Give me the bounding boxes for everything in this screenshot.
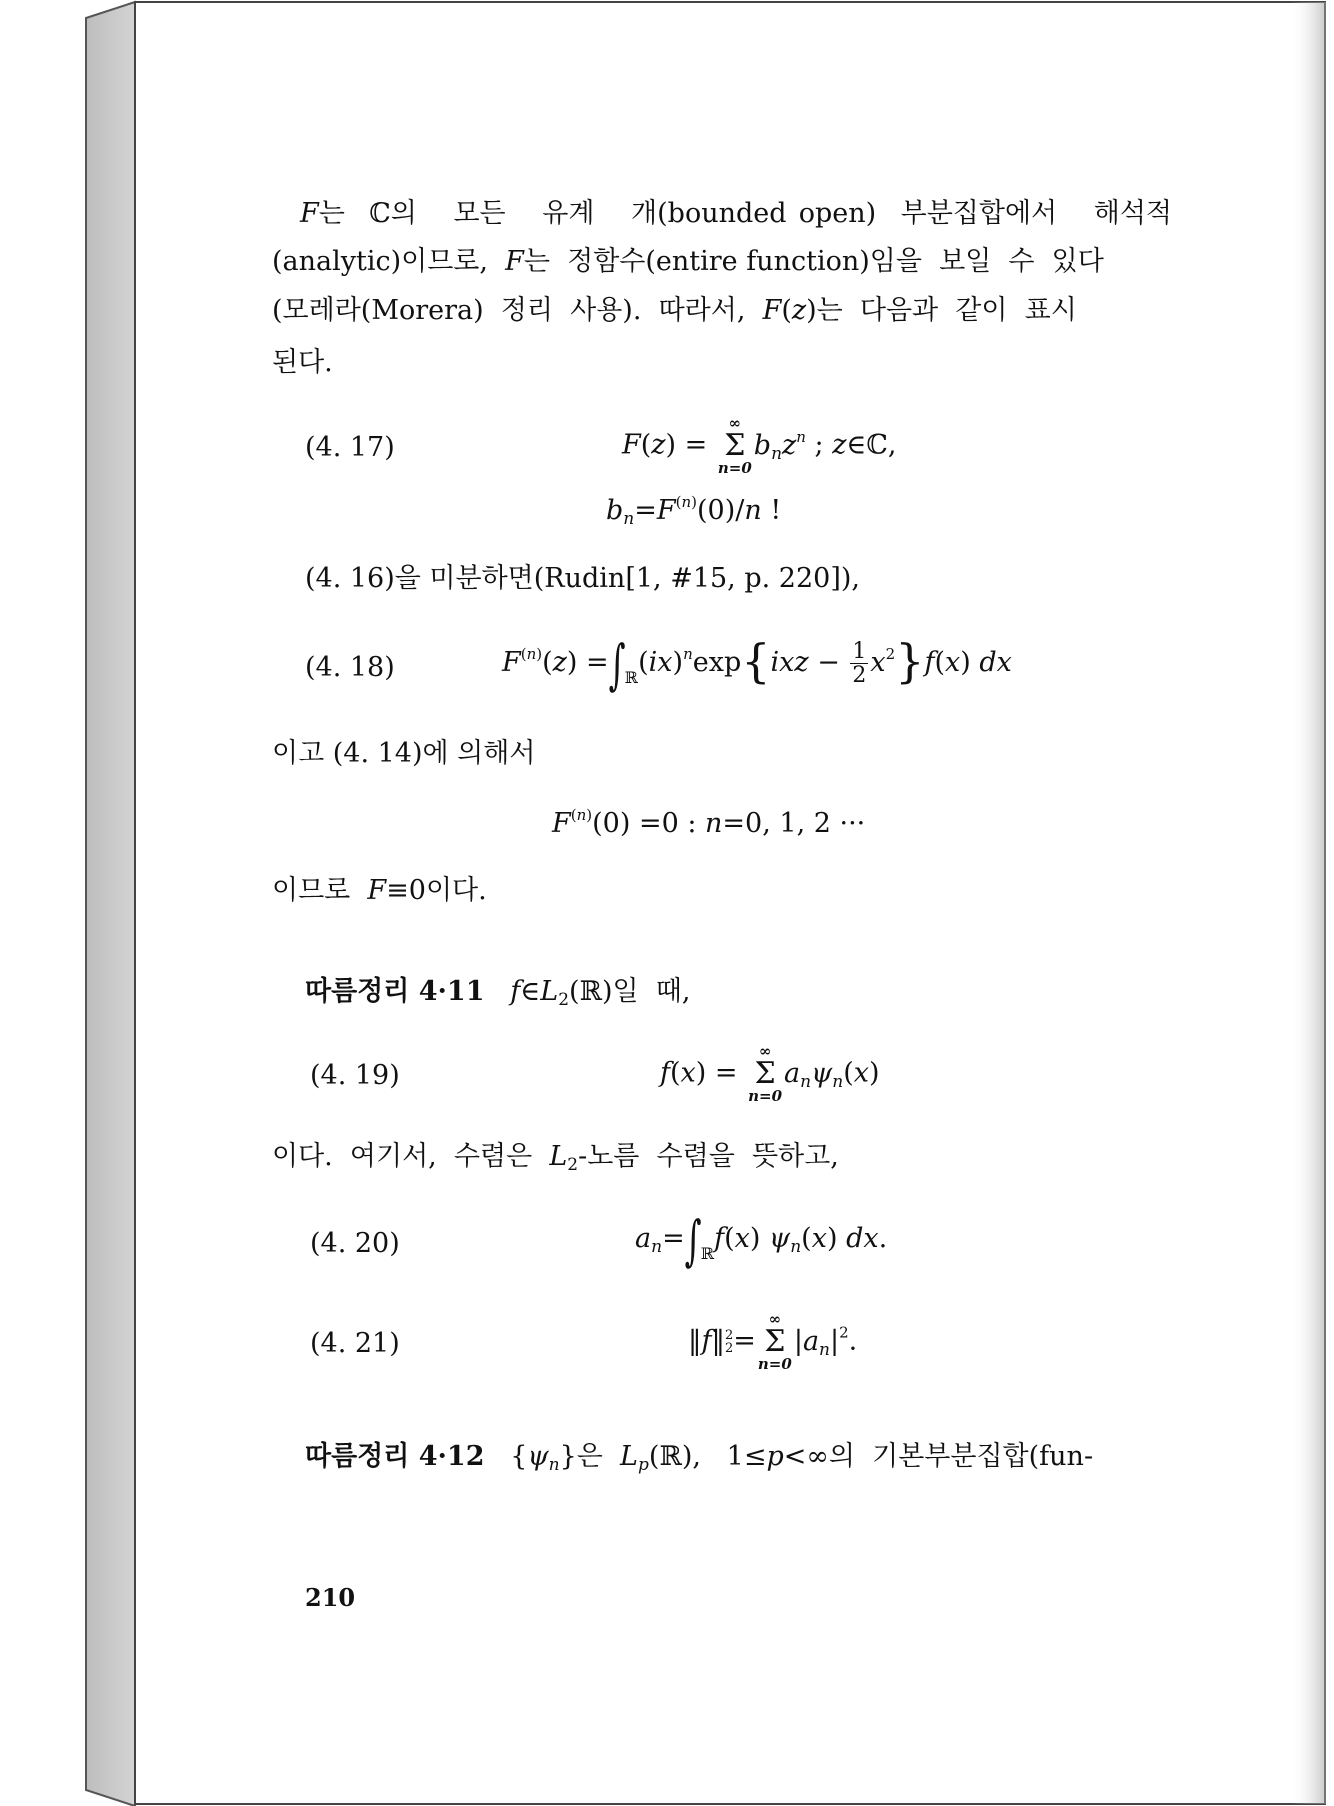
equation-4-21: ‖f‖2 2= ∞ Σ n=0 $|a_n|^2$.: [688, 1310, 858, 1373]
sentence-convergence: 이다. 여기서, 수렴은 $L_2-$노름 수렴을 뜻하고,: [272, 1141, 839, 1175]
paragraph-line-4: 된다.: [272, 347, 333, 378]
sentence-4-16: (4. 16)을 미분하면(Rudin[1, #15, p. 220]),: [305, 563, 860, 594]
sentence-4-14: 이고 (4. 14)에 의해서: [272, 738, 536, 769]
paragraph-line-3: (모레라(Morera) 정리 사용). 따라서, F(z)는 다음과 같이 표시: [272, 295, 1077, 326]
paragraph-line-1: F는 ℂ의 모든 유계 개(bounded open) 부분집합에서 해석적: [300, 198, 1172, 229]
corollary-4-12-heading: 따름정리 4·12: [305, 1441, 485, 1472]
corollary-4-11: 따름정리 4·11 $f\in L_2(ℝ)$일 때,: [305, 976, 691, 1010]
paragraph-line-2: (analytic)이므로, F는 정함수(entire function)임을 보일 수 있다: [272, 246, 1104, 277]
equation-4-17-line-1: F(z) = ∞ Σ n=0 $b_nz^n$ ; z∈ℂ,: [622, 414, 897, 477]
equation-derivative-zero: $F^{(n)}(0) =0$ : n=0, 1, 2 ···: [552, 806, 866, 839]
corollary-4-11-heading: 따름정리 4·11: [305, 976, 485, 1007]
equation-4-18: $F^{(n)}(z) =\int_ℝ(ix)^n\exp\{ixz$ − $\frac{1}{2}x^2\}f(x)$ dx: [502, 633, 1012, 696]
eq-label-4-18: (4. 18): [305, 652, 395, 683]
corollary-4-12: 따름정리 4·12 $\{\psi_n\}$은 $L_p(ℝ)$, 1≤p<∞의 기본부분집합(fun-: [305, 1441, 1094, 1475]
conclusion: 이므로 F≡0이다.: [272, 875, 487, 906]
equation-4-20: $a_n=\int_ℝf(x)$ $\psi_n(x)$ dx.: [635, 1209, 888, 1272]
equation-4-19: f(x) = ∞ Σ n=0 $a_n\psi_n(x)$: [660, 1042, 880, 1105]
eq-label-4-20: (4. 20): [310, 1228, 400, 1259]
eq-label-4-21: (4. 21): [310, 1328, 400, 1359]
eq-label-4-19: (4. 19): [310, 1060, 400, 1091]
eq-label-4-17: (4. 17): [305, 432, 395, 463]
equation-4-17-line-2: $b_n=F^{(n)}(0)/n$ !: [606, 493, 782, 529]
page-number: 210: [305, 1583, 356, 1612]
